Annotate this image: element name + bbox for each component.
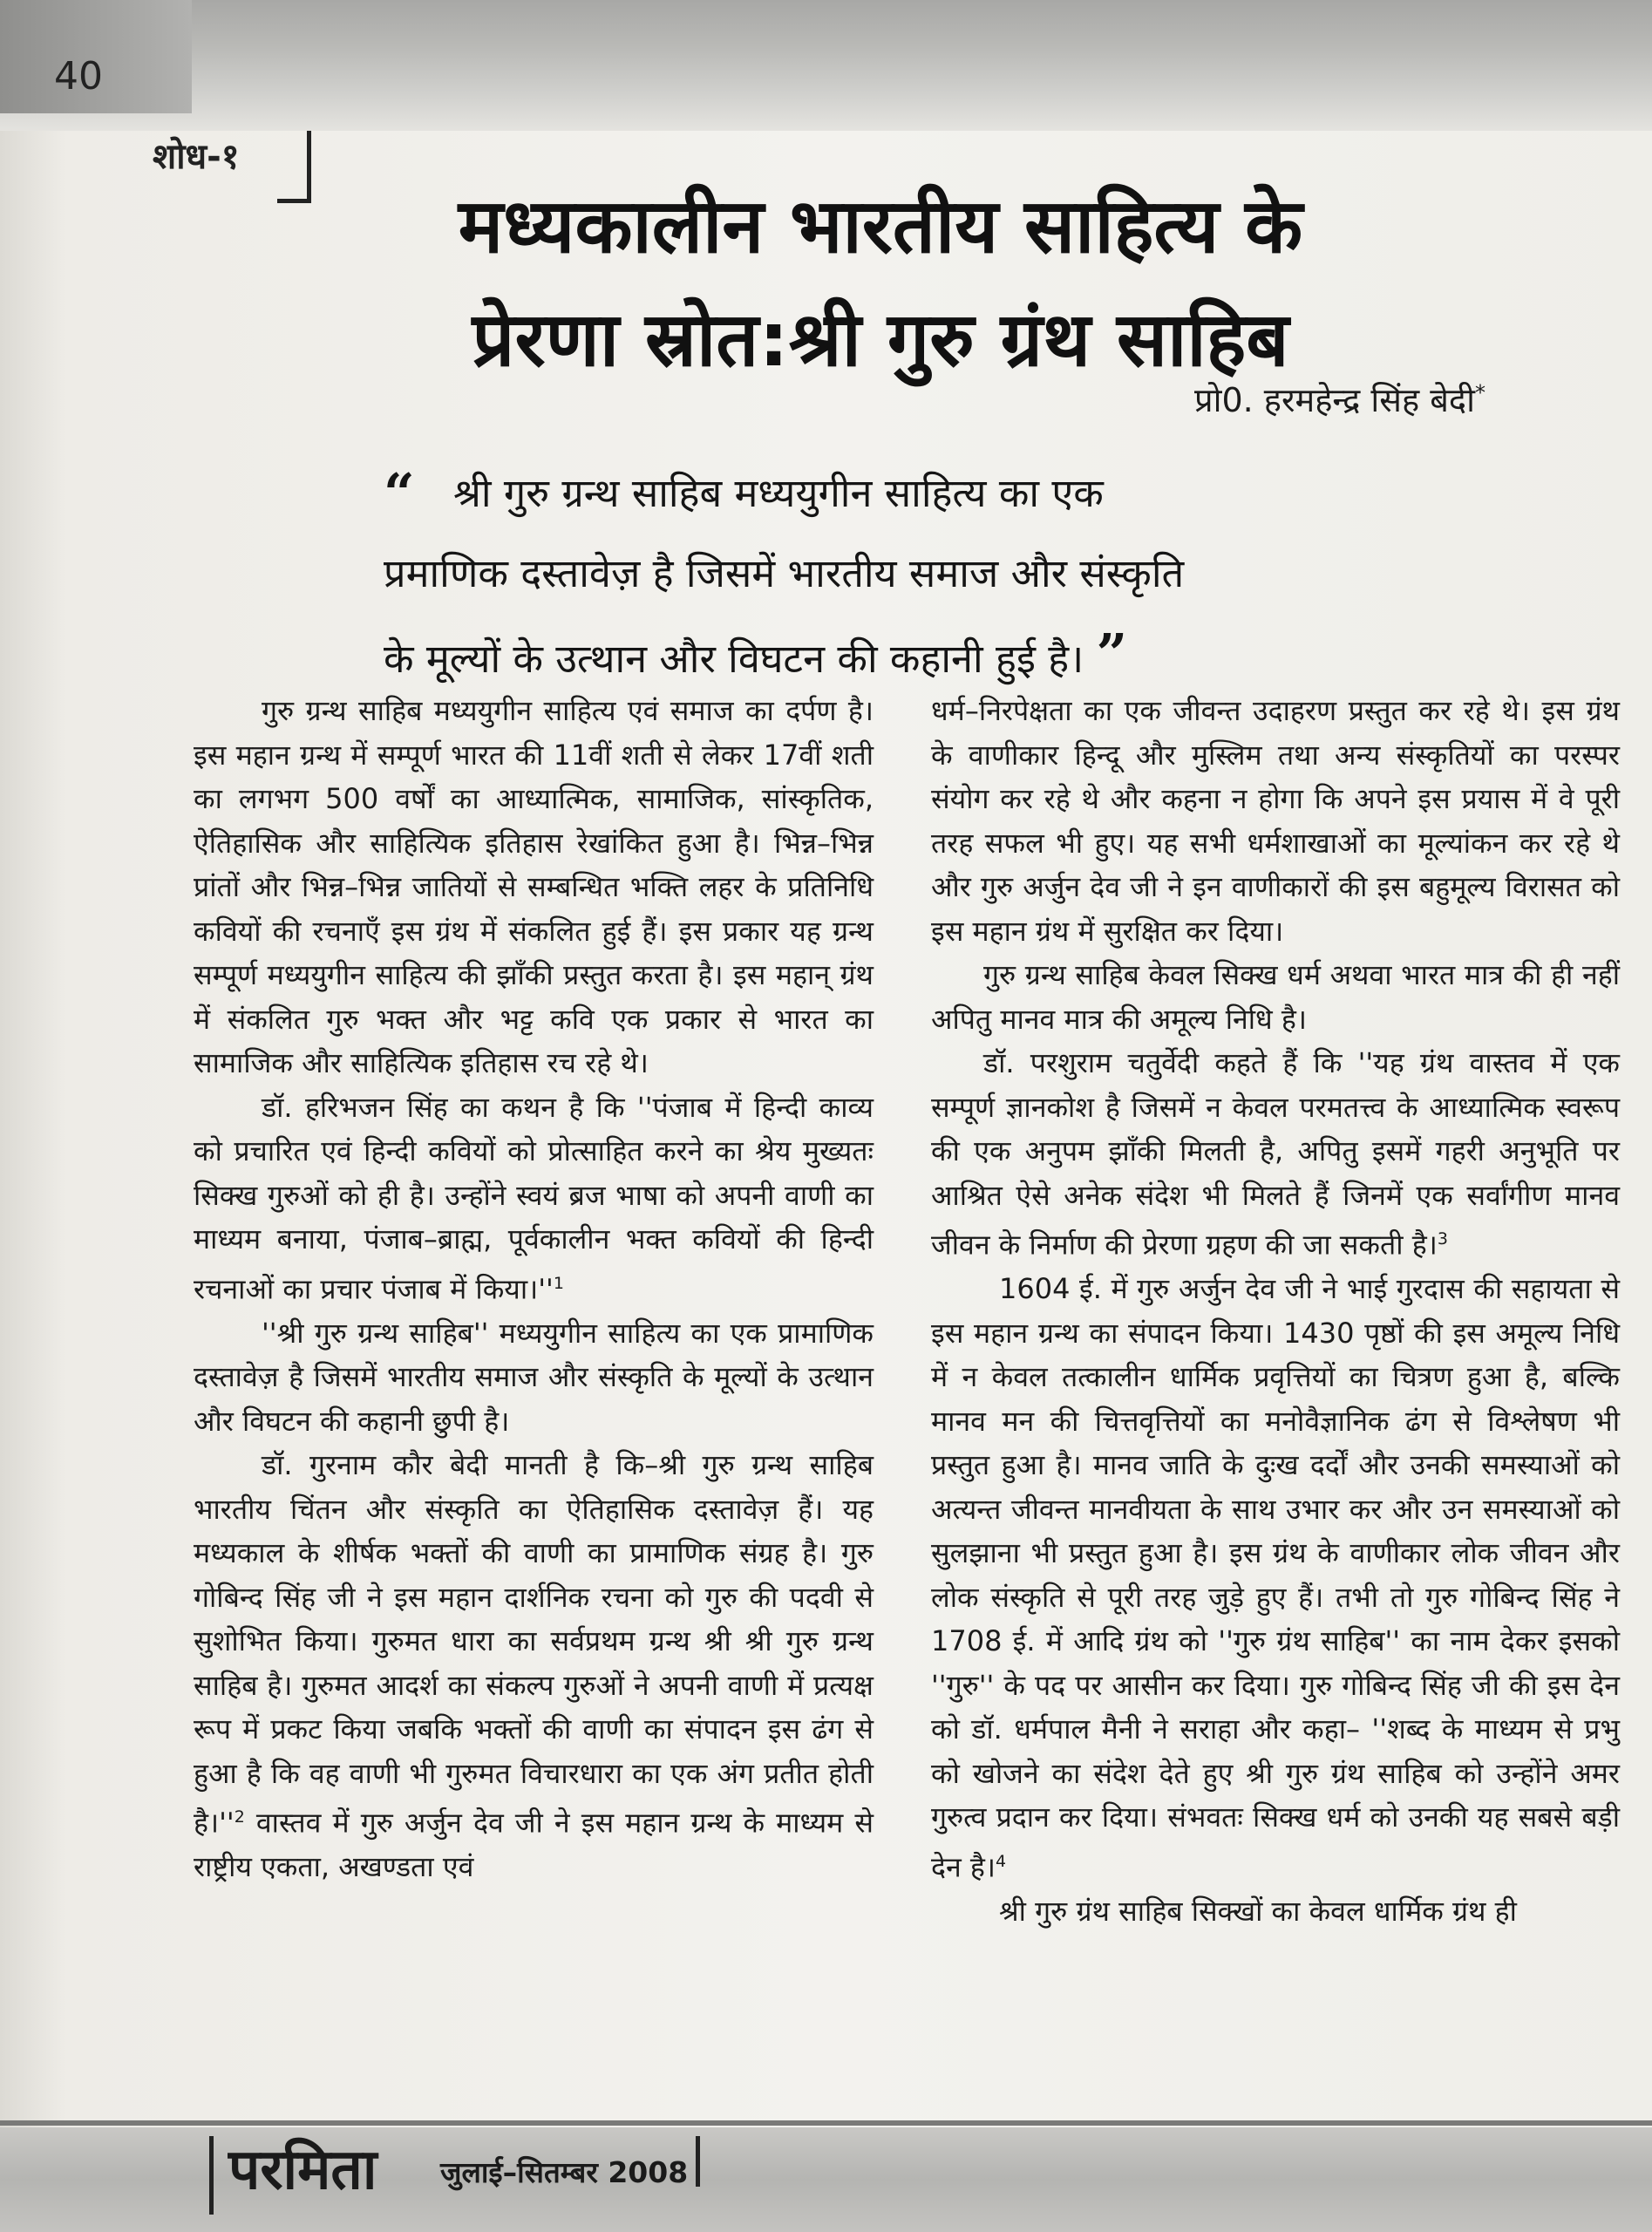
left-paragraph-4-text: डॉ. गुरनाम कौर बेदी मानती है कि–श्री गुरु ग्रन्थ साहिब भारतीय चिंतन और संस्कृति का ऐतिहासिक दस्तावेज़ हैं। यह मध्यकाल के शीर्षक भक्तों की वाणी का प्रामाणिक संग्रह है। गुरु गोबिन्द सिंह जी ने इस महान दार्शनिक रचना को गुरु की पदवी से सुशोभित किया। गुरुमत धारा का सर्वप्रथम ग्रन्थ श्री श्री गुरु ग्रन्थ साहिब है। गुरुमत आदर्श का संकल्प गुरुओं ने अपनी वाणी में प्रत्यक्ष रूप में प्रकट किया जबकि भक्तों की वाणी का संपादन इस ढंग से हुआ है कि वह वाणी भी गुरुमत विचारधारा का एक अंग प्रतीत होती है।'' <box>194 1448 874 1840</box>
right-paragraph-4 <box>931 1267 1620 1889</box>
author-name: प्रो0. हरमहेन्द्र सिंह बेदी <box>1194 381 1475 419</box>
left-paragraph-2 <box>194 1085 874 1311</box>
right-paragraph-4-text: 1604 ई. में गुरु अर्जुन देव जी ने भाई गुरदास की सहायता से इस महान ग्रन्थ का संपादन किया। 1430 पृष्ठों की इस अमूल्य निधि में न केवल तत्कालीन धार्मिक प्रवृत्तियों का चित्रण हुआ है, बल्कि मानव मन की चित्तवृत्तियों का मनोवैज्ञानिक ढंग से विश्लेषण भी प्रस्तुत हुआ है। मानव जाति के दुःख दर्दों और उनकी समस्याओं को अत्यन्त जीवन्त मानवीयता के साथ उभार कर और उन समस्याओं को सुलझाना भी प्रस्तुत हुआ है। इस ग्रंथ के वाणीकार लोक जीवन और लोक संस्कृति से पूरी तरह जुड़े हुए हैं। तभी तो गुरु गोबिन्द सिंह ने 1708 ई. में आदि ग्रंथ को ''गुरु ग्रंथ साहिब'' का नाम देकर इसको ''गुरु'' के पद पर आसीन कर दिया। गुरु गोबिन्द सिंह जी की इस देन को डॉ. धर्मपाल मैनी ने सराहा और कहा– ''शब्द के माध्यम से प्रभु को खोजने का संदेश देते हुए श्री गुरु ग्रंथ साहिब को उन्होंने अमर गुरुत्व प्रदान कर दिया। संभवतः सिक्ख धर्म को उनकी यह सबसे बड़ी देन है। <box>931 1272 1620 1884</box>
pull-quote-line-1: श्री गुरु ग्रन्थ साहिब मध्ययुगीन साहित्य का एक <box>453 470 1104 516</box>
footnote-ref-1: 1 <box>553 1273 564 1293</box>
left-paragraph-2-text: डॉ. हरिभजन सिंह का कथन है कि ''पंजाब में हिन्दी काव्य को प्रचारित एवं हिन्दी कवियों को प्रोत्साहित करने का श्रेय मुख्यतः सिक्ख गुरुओं को ही है। उन्होंने स्वयं ब्रज भाषा को अपनी वाणी का माध्यम बनाया, पंजाब–ब्राह्म, पूर्वकालीन भक्त कवियों की हिन्दी रचनाओं का प्रचार पंजाब में किया।'' <box>194 1090 874 1306</box>
right-paragraph-1: धर्म–निरपेक्षता का एक जीवन्त उदाहरण प्रस्तुत कर रहे थे। इस ग्रंथ के वाणीकार हिन्दू और मुस्लिम तथा अन्य संस्कृतियों का परस्पर संयोग कर रहे थे और कहना न होगा कि अपने इस प्रयास में वे पूरी तरह सफल भी हुए। यह सभी धर्मशाखाओं का मूल्यांकन कर रहे थे और गुरु अर्जुन देव जी ने इन वाणीकारों की इस बहुमूल्य विरासत को इस महान ग्रंथ में सुरक्षित कर दिया। <box>931 694 1620 948</box>
right-paragraph-5: श्री गुरु ग्रंथ साहिब सिक्खों का केवल धार्मिक ग्रंथ ही <box>999 1894 1517 1928</box>
footer-divider <box>0 2120 1652 2126</box>
section-label: शोध-१ <box>153 137 240 177</box>
footer-rule-left <box>209 2136 214 2215</box>
right-paragraph-3 <box>931 1041 1620 1267</box>
pull-quote-line-2: प्रमाणिक दस्तावेज़ है जिसमें भारतीय समाज और संस्कृति <box>384 550 1185 596</box>
left-paragraph-4-tail: वास्तव में गुरु अर्जुन देव जी ने इस महान ग्रन्थ के माध्यम से राष्ट्रीय एकता, अखण्डता एवं <box>194 1806 874 1884</box>
right-paragraph-3-text: डॉ. परशुराम चतुर्वेदी कहते हैं कि ''यह ग्रंथ वास्तव में एक सम्पूर्ण ज्ञानकोश है जिसमें न केवल परमतत्त्व के आध्यात्मिक स्वरूप की एक अनुपम झाँकी मिलती है, अपितु इसमें गहरी अनुभूति पर आश्रित ऐसे अनेक संदेश भी मिलते हैं जिनमें एक सर्वांगीण मानव जीवन के निर्माण की प्रेरणा ग्रहण की जा सकती है। <box>931 1046 1620 1262</box>
page-number: 40 <box>54 54 103 99</box>
author-footnote-mark: * <box>1474 380 1485 405</box>
left-column <box>194 689 874 1889</box>
close-quote-mark: ” <box>1096 622 1128 685</box>
author-byline <box>1194 377 1485 422</box>
magazine-name: परमिता <box>228 2138 377 2202</box>
footnote-ref-3: 3 <box>1437 1229 1448 1249</box>
pull-quote-line-3 <box>384 614 1430 699</box>
right-column <box>931 689 1620 1933</box>
header-band <box>0 0 1652 131</box>
right-paragraph-2: गुरु ग्रन्थ साहिब केवल सिक्ख धर्म अथवा भारत मात्र की ही नहीं अपितु मानव मात्र की अमूल्य निधि है। <box>931 958 1620 1036</box>
footnote-ref-4: 4 <box>996 1851 1007 1871</box>
left-paragraph-3: ''श्री गुरु ग्रन्थ साहिब'' मध्ययुगीन साहित्य का एक प्रामाणिक दस्तावेज़ है जिसमें भारतीय समाज और संस्कृति के मूल्यों के उत्थान और विघटन की कहानी छुपी है। <box>194 1316 874 1438</box>
title-line-1: मध्यकालीन भारतीय साहित्य के <box>458 183 1303 270</box>
left-paragraph-4 <box>194 1443 874 1889</box>
footnote-ref-2: 2 <box>234 1807 245 1827</box>
article-title <box>288 170 1473 397</box>
pull-quote-line-3-text: के मूल्यों के उत्थान और विघटन की कहानी हुई है। <box>384 636 1084 682</box>
open-quote-mark: “ <box>384 461 415 525</box>
issue-date: जुलाई–सितम्बर 2008 <box>440 2155 689 2189</box>
footer-rule-right <box>696 2136 700 2187</box>
title-line-2: प्रेरणा स्रोत:श्री गुरु ग्रंथ साहिब <box>472 296 1289 384</box>
left-paragraph-1: गुरु ग्रन्थ साहिब मध्ययुगीन साहित्य एवं समाज का दर्पण है। इस महान ग्रन्थ में सम्पूर्ण भारत की 11वीं शती से लेकर 17वीं शती का लगभग 500 वर्षों का आध्यात्मिक, सामाजिक, सांस्कृतिक, ऐतिहासिक और साहित्यिक इतिहास रेखांकित हुआ है। भिन्न–भिन्न प्रांतों और भिन्न–भिन्न जातियों से सम्बन्धित भक्ति लहर के प्रतिनिधि कवियों की रचनाएँ इस ग्रंथ में संकलित हुई हैं। इस प्रकार यह ग्रन्थ सम्पूर्ण मध्ययुगीन साहित्य की झाँकी प्रस्तुत करता है। इस महान् ग्रंथ में संकलित गुरु भक्त और भट्ट कवि एक प्रकार से भारत का सामाजिक और साहित्यिक इतिहास रच रहे थे। <box>194 694 874 1079</box>
pull-quote <box>384 453 1430 699</box>
